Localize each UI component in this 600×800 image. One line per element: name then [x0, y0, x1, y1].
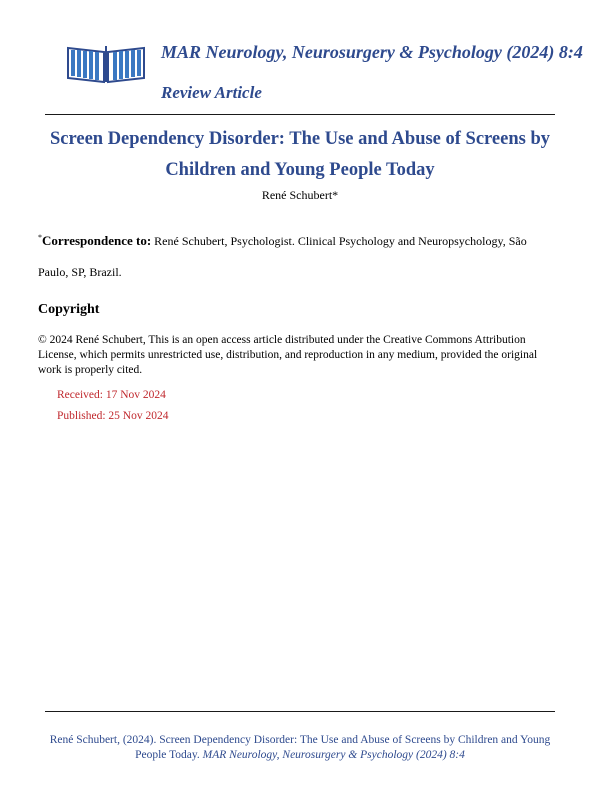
footer-divider	[45, 711, 555, 712]
copyright-holder: © 2024 René Schubert,	[38, 334, 146, 346]
license-text	[38, 333, 562, 378]
published-date: Published: 25 Nov 2024	[57, 410, 169, 422]
correspondence-text: René Schubert, Psychologist. Clinical Psychology and Neuropsychology, São Paulo, SP, Brazil.	[38, 234, 527, 279]
article-type: Review Article	[161, 83, 262, 102]
received-date: Received: 17 Nov 2024	[57, 389, 166, 401]
copyright-heading: Copyright	[38, 302, 100, 317]
open-book-icon	[64, 40, 148, 84]
article-title: Screen Dependency Disorder: The Use and Abuse of Screens by Children and Young People Today	[49, 129, 551, 180]
correspondence-label: Correspondence to:	[42, 233, 152, 248]
citation-journal: MAR Neurology, Neurosurgery & Psychology (2024) 8:4	[202, 749, 465, 761]
correspondence-marker: *	[38, 233, 42, 242]
author-name: René Schubert*	[261, 188, 339, 202]
correspondence	[38, 222, 558, 288]
header-divider	[45, 114, 555, 115]
license-body: This is an open access article distributed under the Creative Commons Attribution License, which permits unrestricted use, distribution, and reproduction in any medium, provided the original work is properly cited.	[38, 334, 538, 376]
journal-title: MAR Neurology, Neurosurgery & Psychology (2024) 8:4	[161, 42, 583, 62]
citation-text: René Schubert, (2024). Screen Dependency Disorder: The Use and Abuse of Screens by Children and Young People Today.	[49, 734, 551, 761]
footer-citation	[40, 733, 560, 763]
